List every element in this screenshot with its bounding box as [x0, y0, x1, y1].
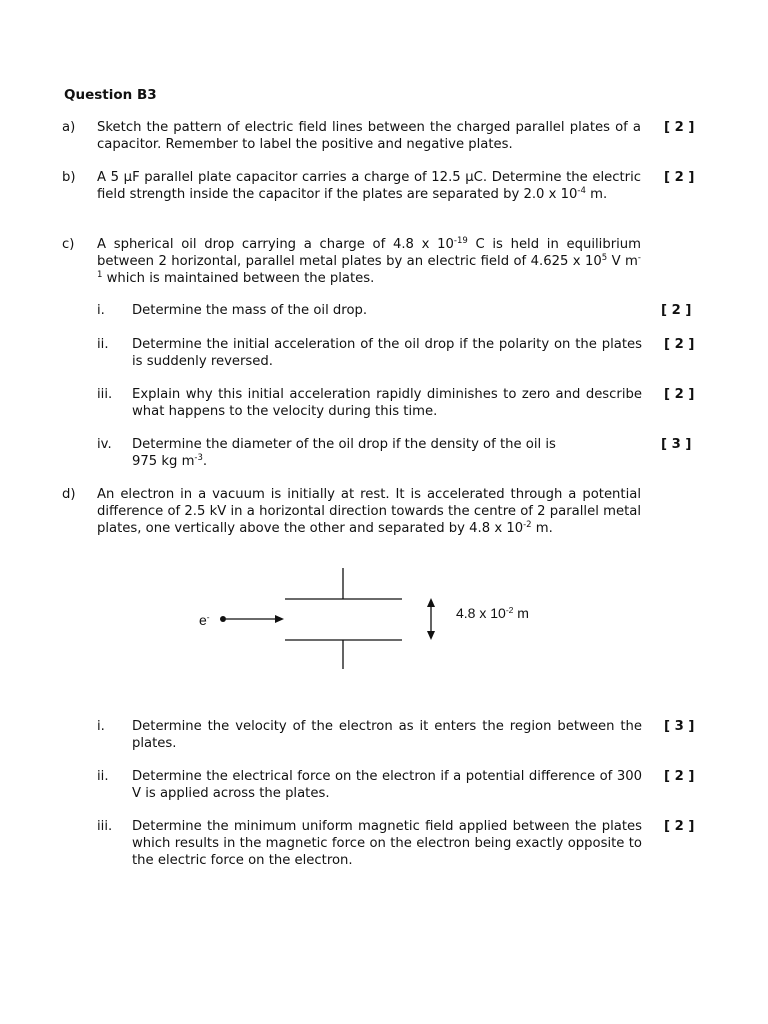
part-a-marks: [ 2 ] — [664, 120, 695, 135]
part-a-text: Sketch the pattern of electric field lines between the charged parallel plates of a capacitor. Remember to label the positive and negative plates. — [97, 120, 641, 152]
electron-dot — [220, 616, 226, 622]
part-b-text: A 5 µF parallel plate capacitor carries a charge of 12.5 µC. Determine the electric field strength inside the capacitor if the plates are separated by 2.0 x $10^{-4}$ m. — [97, 170, 641, 202]
part-c-iii-marks: [ 2 ] — [664, 387, 695, 402]
part-c-ii-marks: [ 2 ] — [664, 337, 695, 352]
part-c-iii-label: iii. — [97, 387, 113, 402]
part-b-marks: [ 2 ] — [664, 170, 695, 185]
arrow-head-icon — [275, 615, 284, 623]
part-c-i-marks: [ 2 ] — [661, 303, 692, 318]
part-b-label: b) — [62, 170, 76, 185]
part-c-ii-label: ii. — [97, 337, 109, 352]
part-d-label: d) — [62, 487, 76, 502]
part-d-iii-marks: [ 2 ] — [664, 819, 695, 834]
part-d-text: An electron in a vacuum is initially at rest. It is accelerated through a potential difference of 2.5 kV in a horizontal direction towards the centre of 2 parallel metal plates, one vertically above the other and separated by 4.8 x $10^{-2}$ m. — [97, 487, 641, 536]
part-c-i-label: i. — [97, 303, 105, 318]
arrow-up-icon — [427, 598, 435, 607]
part-c-text: A spherical oil drop carrying a charge of 4.8 x $10^{-19}$ C is held in equilibrium between 2 horizontal, parallel metal plates by an electric field of 4.625 x $10^5$ V $m^{-1}$ which is maintained between the plates. — [97, 236, 641, 286]
part-d-i-marks: [ 3 ] — [664, 719, 695, 734]
question-title: Question B3 — [64, 87, 157, 103]
part-d-ii-label: ii. — [97, 769, 109, 784]
arrow-down-icon — [427, 631, 435, 640]
part-c-i-text: Determine the mass of the oil drop. — [132, 303, 368, 318]
part-c-ii-text: Determine the initial acceleration of the oil drop if the polarity on the plates is suddenly reversed. — [132, 337, 642, 369]
part-d-i-label: i. — [97, 719, 105, 734]
electron-label: e- — [199, 612, 210, 628]
part-c-iii-text: Explain why this initial acceleration rapidly diminishes to zero and describe what happens to the velocity during this time. — [132, 387, 642, 419]
part-d-i-text: Determine the velocity of the electron as it enters the region between the plates. — [132, 719, 642, 751]
part-a-label: a) — [62, 120, 76, 135]
part-d-iii-text: Determine the minimum uniform magnetic field applied between the plates which results in the magnetic force on the electron being exactly opposite to the electric force on the electron. — [132, 819, 642, 868]
part-d-ii-marks: [ 2 ] — [664, 769, 695, 784]
part-d-iii-label: iii. — [97, 819, 113, 834]
part-d-ii-text: Determine the electrical force on the electron if a potential difference of 300 V is applied across the plates. — [132, 769, 642, 801]
parallel-plates-diagram — [0, 560, 768, 680]
part-c-iv-text: Determine the diameter of the oil drop if the density of the oil is 975 kg $m^{-3}$. — [132, 437, 556, 469]
separation-label: 4.8 x $10^{-2}$ m — [456, 605, 529, 621]
part-c-iv-label: iv. — [97, 437, 112, 452]
part-c-label: c) — [62, 237, 75, 252]
part-c-iv-marks: [ 3 ] — [661, 437, 692, 452]
